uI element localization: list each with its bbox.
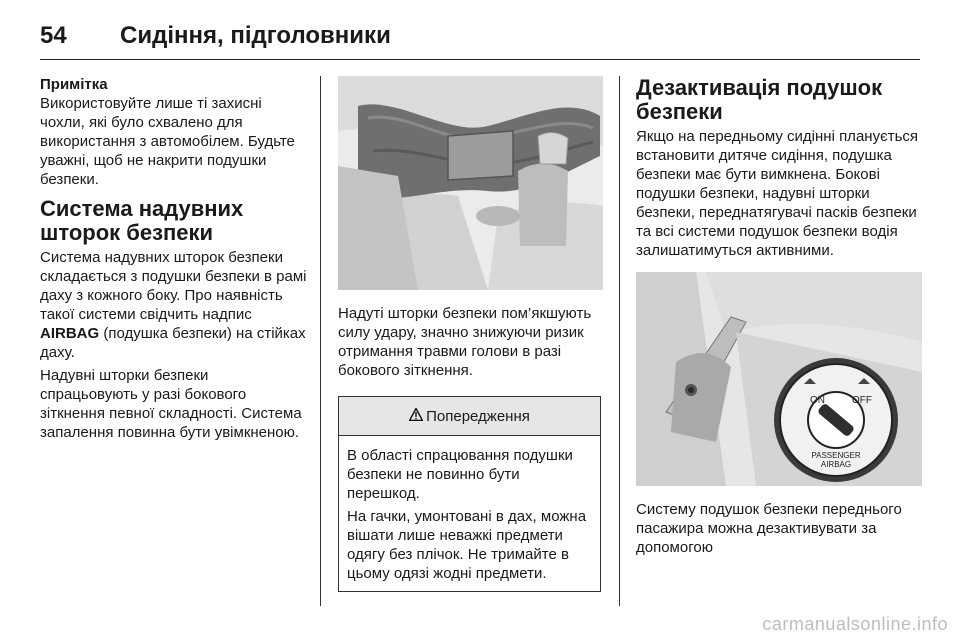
section-heading-curtain-airbags: Система надувних шторок безпеки [40, 196, 244, 245]
switch-label-line2: AIRBAG [820, 460, 852, 469]
warning-header [339, 397, 600, 436]
watermark: carmanualsonline.info [762, 614, 948, 634]
note-text: Використовуйте лише ті захисні чохли, які було схвалено для використання з автомобілем. Будьте уважні, щоб не накрити подушки безпеки. [40, 95, 295, 188]
column-divider-1 [320, 76, 321, 606]
switch-caption: Систему подушок безпеки переднього пасажира можна дезактивувати за допомогою [636, 501, 902, 556]
curtain-airbag-paragraph [40, 248, 308, 362]
warning-text-1: В області спрацювання подушки безпеки не повинно бути перешкод. [347, 447, 573, 502]
deactivation-paragraph: Якщо на передньому сидінні планується встановити дитяче сидіння, подушка безпеки має бути вимкнена. Бокові подушки безпеки, надувні шторки безпеки, переднатягувачі пасків безпеки та всі системи подушок безпеки водія залишатимуться активними. [636, 128, 919, 259]
page-header [40, 10, 920, 60]
paragraph-text-start: Система надувних шторок безпеки складається з подушки безпеки в рамі даху з кожного боку. Про наявність такої системи свідчить надпис [40, 249, 307, 323]
section-heading-deactivation: Дезактивація подушок безпеки [636, 75, 883, 124]
paragraph-text-end: (подушка безпеки) на стійках даху. [40, 325, 306, 361]
note-title: Примітка [40, 76, 108, 93]
column-right [636, 76, 922, 557]
warning-title: Попередження [426, 407, 530, 425]
airbag-switch-illustration [636, 272, 922, 486]
column-left [40, 76, 308, 442]
page-number: 54 [40, 22, 67, 49]
switch-label-line1: PASSENGER [811, 451, 861, 460]
column-middle [338, 76, 603, 592]
deployment-paragraph: Надувні шторки безпеки спрацьовують у разі бокового зіткнення певної складності. Система запалення повинна бути увімкненою. [40, 367, 302, 441]
illustration-caption: Надуті шторки безпеки пом’якшують силу удару, значно знижуючи ризик отримання травми голови в разі бокового зіткнення. [338, 305, 592, 379]
page-title: Сидіння, підголовники [120, 22, 391, 49]
warning-box [338, 396, 601, 592]
column-divider-2 [619, 76, 620, 606]
switch-off-label: OFF [852, 395, 872, 406]
airbag-label-text: AIRBAG [40, 325, 100, 342]
curtain-airbag-illustration [338, 76, 603, 290]
warning-text-2: На гачки, умонтовані в дах, можна вішати лише неважкі предмети одягу без плічок. Не тримайте в цьому одязі жодні предмети. [347, 508, 587, 582]
switch-on-label: ON [810, 395, 825, 406]
warning-triangle-icon [409, 408, 423, 425]
header-divider [40, 59, 920, 60]
warning-body [339, 436, 600, 591]
